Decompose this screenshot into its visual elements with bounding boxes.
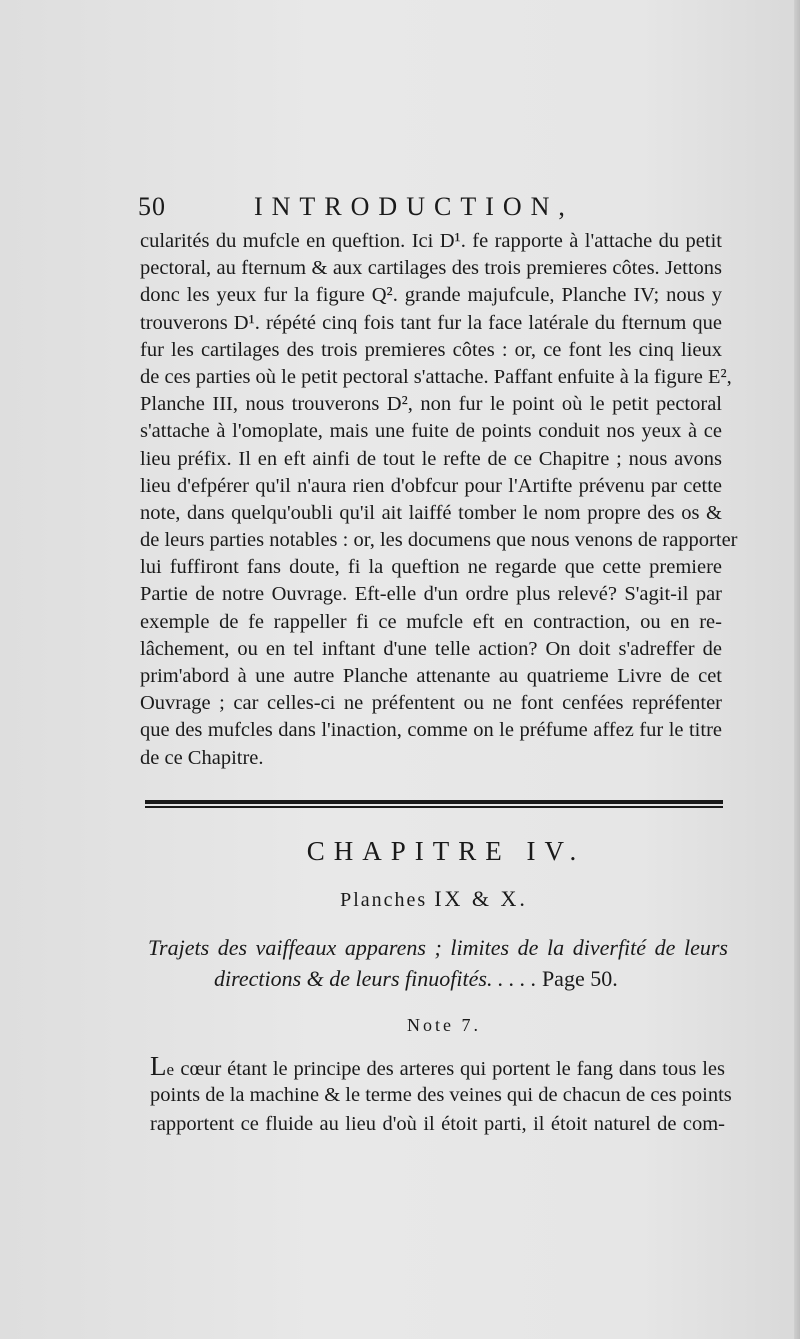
chapter-description bbox=[148, 932, 728, 994]
divider-thin-rule bbox=[145, 806, 723, 808]
text-line: de leurs parties notables : or, les documens que nous venons de rapporter bbox=[140, 529, 738, 552]
text-line: de ces parties où le petit pectoral s'attache. Paffant enfuite à la figure E², bbox=[140, 365, 732, 388]
page-number: 50 bbox=[138, 192, 166, 221]
text-line: lâchement, ou en tel inftant d'une telle action? On doit s'adreffer de bbox=[140, 637, 722, 660]
initial-capital: L bbox=[150, 1051, 167, 1081]
text-line: points de la machine & le terme des veines qui de chacun de ces points bbox=[150, 1084, 732, 1106]
text-line: pectoral, au fternum & aux cartilages des trois premieres côtes. Jettons bbox=[140, 257, 722, 280]
text-line: que des mufcles dans l'inaction, comme on le préfume affez fur le titre bbox=[140, 719, 722, 742]
chapter-heading: CHAPITRE IV. bbox=[306, 836, 586, 866]
text-line: Ouvrage ; car celles-ci ne préfentent ou ne font cenfées repréfenter bbox=[140, 692, 722, 715]
text-line: prim'abord à une autre Planche attenante au quatrieme Livre de cet bbox=[140, 665, 722, 687]
description-text: directions & de leurs finuofités. . . . . bbox=[214, 966, 537, 991]
description-line bbox=[148, 963, 728, 994]
text-line: s'attache à l'omoplate, mais une fuite de points conduit nos yeux à ce bbox=[140, 420, 722, 443]
plates-numbers: IX & X. bbox=[434, 886, 528, 911]
body-text bbox=[140, 228, 738, 772]
running-title: INTRODUCTION, bbox=[254, 192, 574, 221]
plates-label: Planches bbox=[340, 889, 428, 911]
note-heading: Note 7. bbox=[407, 1015, 481, 1035]
running-header bbox=[138, 192, 598, 226]
text-line: cularités du mufcle en queftion. Ici D¹. fe rapporte à l'attache du petit bbox=[140, 230, 722, 252]
plates-reference bbox=[145, 886, 723, 912]
section-divider bbox=[145, 800, 723, 810]
text-line: Planche III, nous trouverons D², non fur le point où le petit pectoral bbox=[140, 393, 722, 416]
text-line: lieu d'efpérer qu'il n'aura rien d'obfcur pour l'Artifte prévenu par cette bbox=[140, 474, 722, 497]
text-line: trouverons D¹. répété cinq fois tant fur la face latérale du fternum que bbox=[140, 311, 722, 334]
note-line-text: cœur étant le principe des arteres qui portent le fang dans tous les bbox=[174, 1058, 725, 1080]
text-line: donc les yeux fur la figure Q². grande majufcule, Planche IV; nous y bbox=[140, 284, 722, 307]
page-reference: Page 50. bbox=[541, 966, 618, 991]
page-edge bbox=[794, 0, 800, 1339]
text-line: note, dans quelqu'oubli qu'il ait laiffé tomber le nom propre des os & bbox=[140, 501, 722, 524]
note-text bbox=[150, 1051, 732, 1139]
description-line: Trajets des vaiffeaux apparens ; limites de la diverfité de leurs bbox=[148, 935, 728, 960]
text-line: exemple de fe rappeller fi ce mufcle eft en contraction, ou en re- bbox=[140, 610, 722, 633]
text-line: de ce Chapitre. bbox=[140, 746, 264, 769]
text-line: Partie de notre Ouvrage. Eft-elle d'un ordre plus relevé? S'agit-il par bbox=[140, 583, 722, 606]
text-line bbox=[150, 1052, 725, 1081]
text-line: rapportent ce fluide au lieu d'où il étoit parti, il étoit naturel de com- bbox=[150, 1113, 725, 1135]
text-line: fur les cartilages des trois premieres côtes : or, ce font les cinq lieux bbox=[140, 338, 722, 361]
text-line: lieu préfix. Il en eft ainfi de tout le refte de ce Chapitre ; nous avons bbox=[140, 447, 722, 470]
initial-smallcap: e bbox=[166, 1060, 175, 1079]
text-line: lui fuffiront fans doute, fi la queftion ne regarde que cette premiere bbox=[140, 556, 722, 579]
